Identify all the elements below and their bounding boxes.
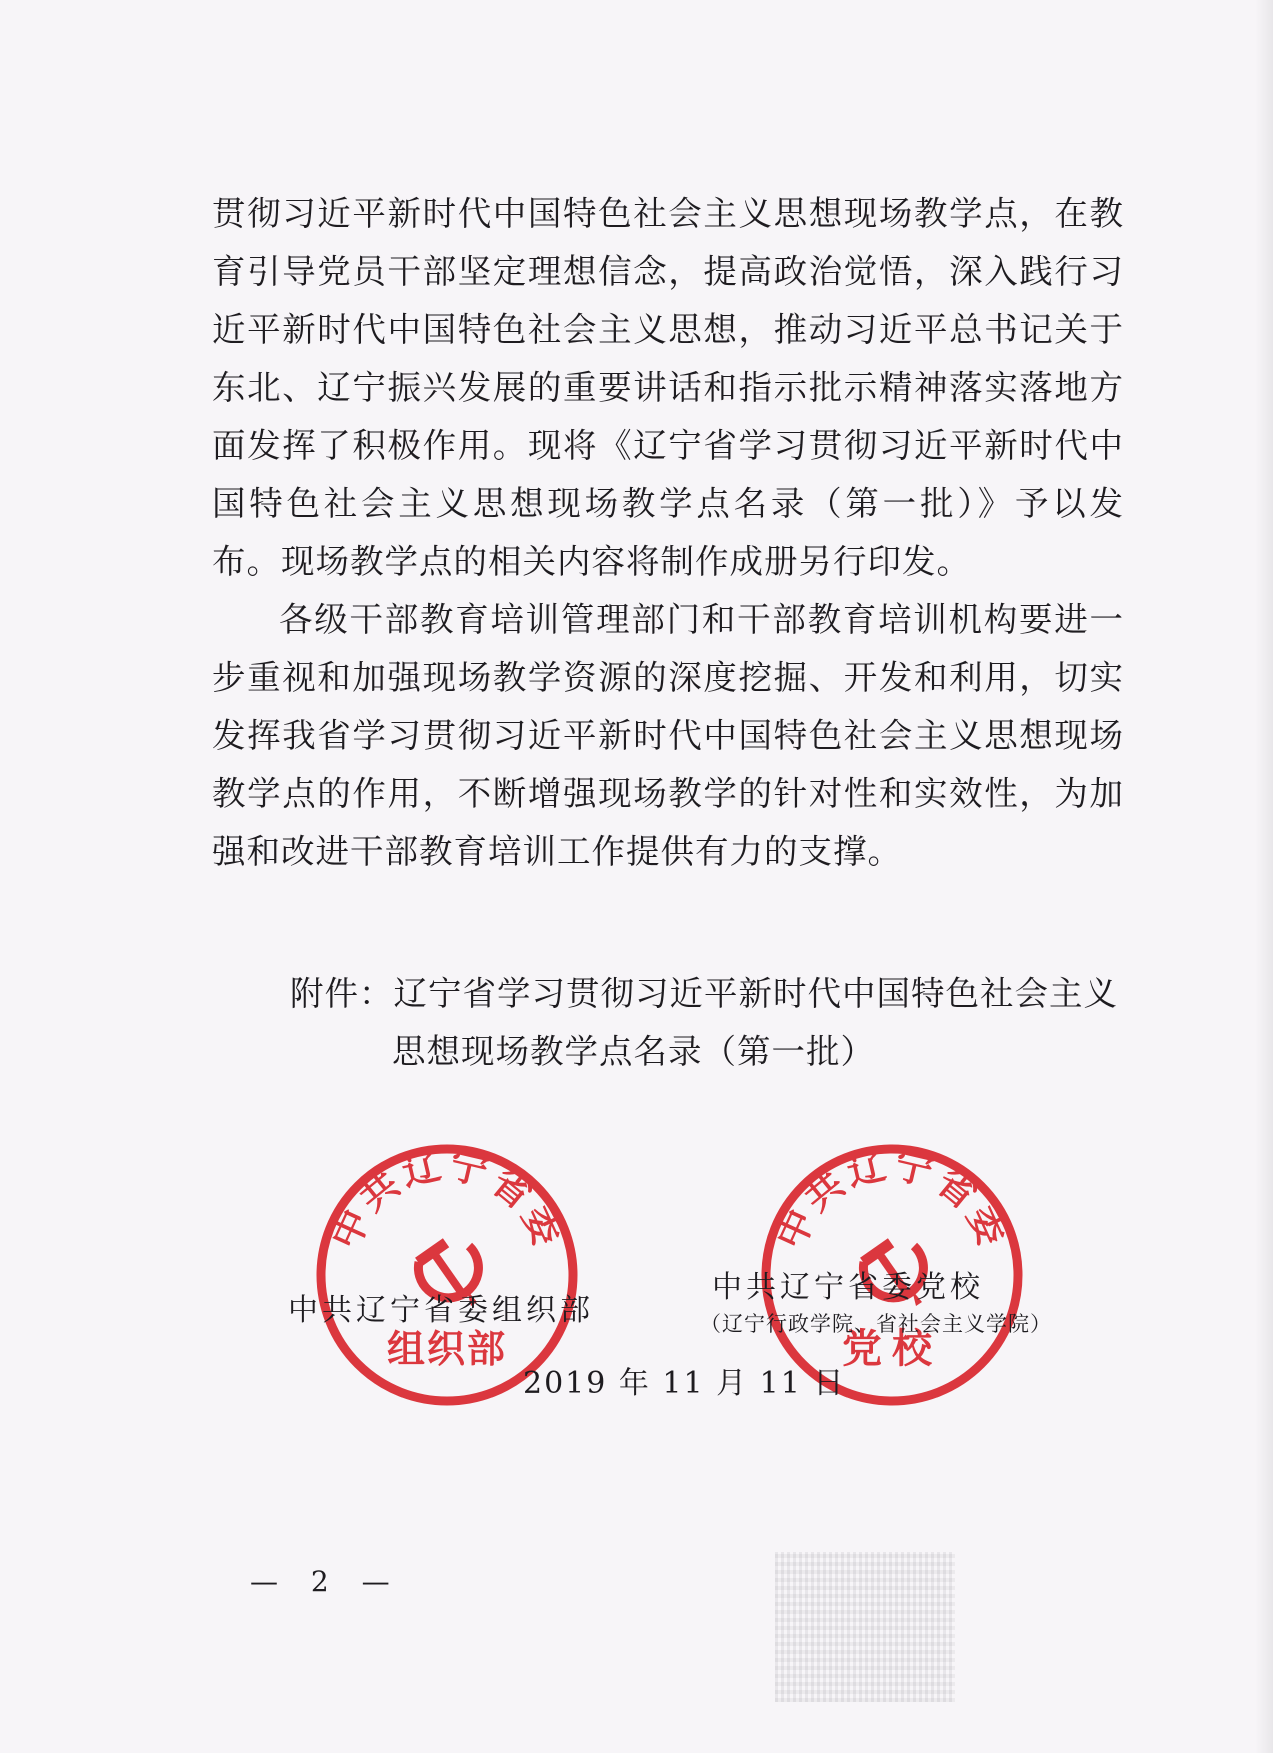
party-school-subtitle: （辽宁行政学院、省社会主义学院）: [700, 1312, 1052, 1336]
page-number: — 2 —: [250, 1565, 402, 1598]
seal-bottom-text: 党校: [842, 1325, 942, 1372]
svg-text:中共辽宁省委: [767, 1141, 1017, 1255]
body-text: [212, 185, 1124, 881]
seal-arc-text: 中共辽宁省委: [766, 1141, 1018, 1256]
bleed-through-qr: [775, 1552, 955, 1702]
attachment-note: [290, 965, 1130, 1081]
attachment-line-1: 附件：辽宁省学习贯彻习近平新时代中国特色社会主义: [290, 974, 1118, 1013]
seal-bottom-text: 组织部: [386, 1326, 508, 1371]
body-paragraph: 贯彻习近平新时代中国特色社会主义思想现场教学点，在教育引导党员干部坚定理想信念，提高政治觉悟，深入践行习近平新时代中国特色社会主义思想，推动习近平总书记关于东北、辽宁振兴发展的重要讲话和指示批示精神落实落地方面发挥了积极作用。现将《辽宁省学习贯彻习近平新时代中国特色社会主义思想现场教学点名录（第一批）》予以发布。现场教学点的相关内容将制作成册另行印发。: [212, 194, 1124, 581]
svg-text:中共辽宁省委: [322, 1141, 572, 1255]
attachment-line-2: 思想现场教学点名录（第一批）: [392, 1032, 875, 1071]
seal-arc-text: 中共辽宁省委: [321, 1141, 573, 1256]
page-edge-shadow: [1255, 0, 1273, 1753]
body-paragraph: 各级干部教育培训管理部门和干部教育培训机构要进一步重视和加强现场教学资源的深度挖掘、开发和利用，切实发挥我省学习贯彻习近平新时代中国特色社会主义思想现场教学点的作用，不断增强现场教学的针对性和实效性，为加强和改进干部教育培训工作提供有力的支撑。: [212, 600, 1124, 871]
party-school-signature: 中共辽宁省委党校: [712, 1270, 984, 1305]
issue-date: 2019 年 11 月 11 日: [523, 1366, 846, 1401]
org-dept-signature: 中共辽宁省委组织部: [288, 1293, 594, 1328]
